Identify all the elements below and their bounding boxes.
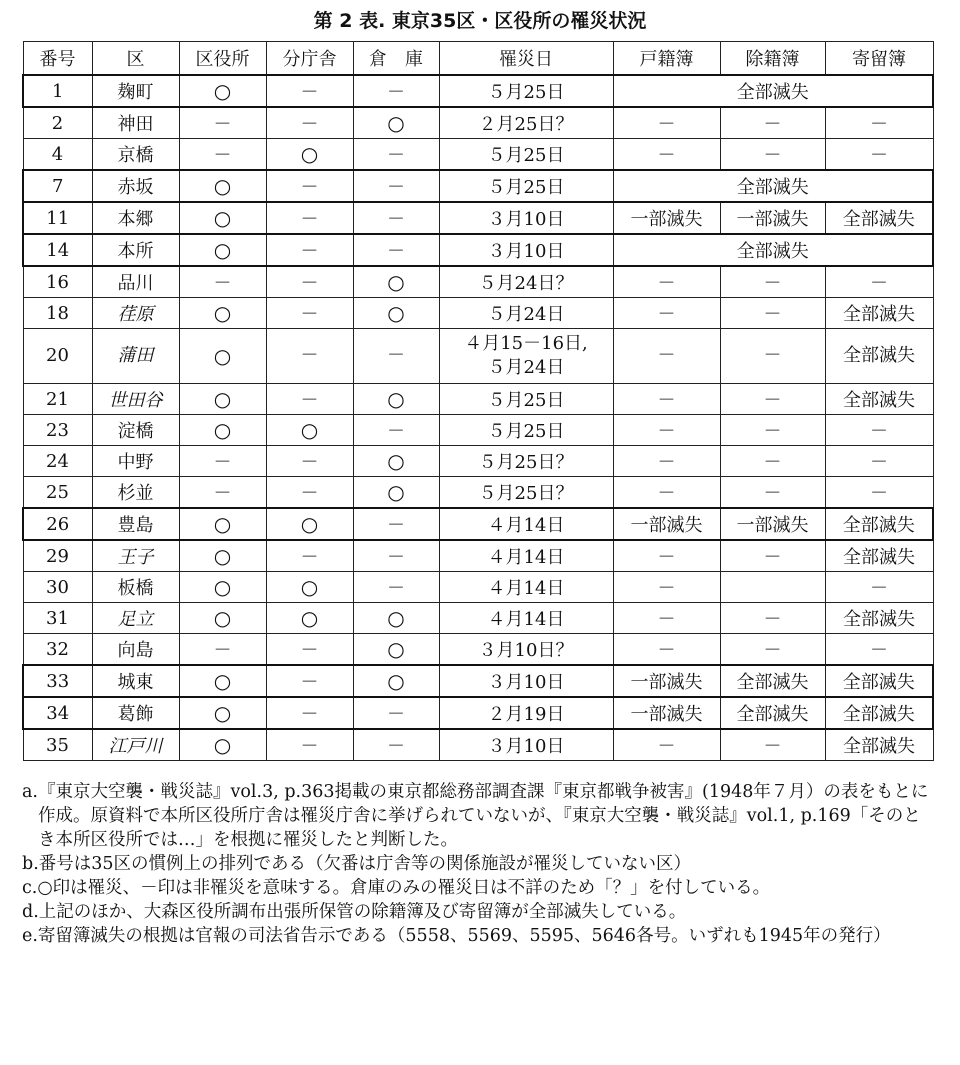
cell-koseki: － [613, 298, 720, 329]
cell-joseki: － [720, 446, 825, 477]
cell-ward: 足立 [92, 603, 179, 634]
table-row [23, 415, 933, 446]
cell-date: ４月14日 [439, 508, 613, 540]
header-ward: 区 [92, 42, 179, 76]
cell-number: 4 [23, 139, 92, 171]
cell-storage: － [353, 729, 439, 761]
cell-kiryu: 全部滅失 [825, 665, 933, 697]
table-row [23, 266, 933, 298]
cell-branch: － [266, 729, 353, 761]
table-row [23, 329, 933, 384]
cell-storage: ○ [353, 266, 439, 298]
cell-number: 1 [23, 75, 92, 107]
table-row [23, 384, 933, 415]
footnote-text: ○印は罹災、－印は非罹災を意味する。倉庫のみの罹災日は不詳のため「？」を付している。 [37, 878, 771, 898]
cell-storage: － [353, 202, 439, 234]
cell-office: ○ [179, 540, 266, 572]
footnote-label: a. [22, 782, 38, 802]
header-row [23, 42, 933, 76]
cell-number: 18 [23, 298, 92, 329]
cell-joseki: － [720, 729, 825, 761]
cell-joseki [720, 572, 825, 603]
cell-ward: 荏原 [92, 298, 179, 329]
cell-joseki: － [720, 634, 825, 666]
cell-number: 31 [23, 603, 92, 634]
cell-ward: 向島 [92, 634, 179, 666]
table-row [23, 603, 933, 634]
cell-koseki: 一部滅失 [613, 508, 720, 540]
cell-office: ○ [179, 665, 266, 697]
cell-branch: － [266, 446, 353, 477]
cell-date: ５月25日 [439, 75, 613, 107]
cell-koseki: － [613, 477, 720, 509]
table-row [23, 107, 933, 139]
cell-joseki: 全部滅失 [720, 697, 825, 729]
cell-ward: 中野 [92, 446, 179, 477]
cell-joseki: 全部滅失 [720, 665, 825, 697]
cell-office: － [179, 139, 266, 171]
cell-storage: ○ [353, 446, 439, 477]
table-row [23, 298, 933, 329]
cell-number: 30 [23, 572, 92, 603]
table-row [23, 139, 933, 171]
table-row [23, 234, 933, 266]
cell-number: 24 [23, 446, 92, 477]
cell-number: 2 [23, 107, 92, 139]
cell-joseki: － [720, 298, 825, 329]
cell-storage: ○ [353, 298, 439, 329]
cell-number: 23 [23, 415, 92, 446]
cell-number: 25 [23, 477, 92, 509]
cell-storage: － [353, 329, 439, 384]
cell-joseki: － [720, 107, 825, 139]
cell-koseki: － [613, 634, 720, 666]
cell-branch: － [266, 697, 353, 729]
cell-number: 34 [23, 697, 92, 729]
cell-number: 32 [23, 634, 92, 666]
cell-koseki: － [613, 384, 720, 415]
cell-joseki: － [720, 384, 825, 415]
cell-storage: ○ [353, 107, 439, 139]
cell-ward: 本郷 [92, 202, 179, 234]
cell-kiryu: 全部滅失 [825, 729, 933, 761]
cell-date: ５月25日 [439, 139, 613, 171]
cell-koseki: － [613, 329, 720, 384]
cell-koseki: － [613, 729, 720, 761]
cell-number: 11 [23, 202, 92, 234]
cell-office: ○ [179, 572, 266, 603]
cell-joseki: 一部滅失 [720, 202, 825, 234]
cell-number: 33 [23, 665, 92, 697]
cell-branch: － [266, 75, 353, 107]
cell-date: ３月10日 [439, 234, 613, 266]
cell-branch: － [266, 234, 353, 266]
cell-branch: － [266, 107, 353, 139]
footnote-a [22, 780, 938, 852]
cell-kiryu: － [825, 266, 933, 298]
table-row [23, 572, 933, 603]
cell-koseki: － [613, 266, 720, 298]
table-row [23, 202, 933, 234]
cell-branch: － [266, 298, 353, 329]
cell-kiryu: － [825, 634, 933, 666]
cell-storage: － [353, 75, 439, 107]
cell-date: ５月25日 [439, 415, 613, 446]
cell-date: ４月14日 [439, 572, 613, 603]
cell-joseki: 一部滅失 [720, 508, 825, 540]
cell-number: 21 [23, 384, 92, 415]
cell-kiryu: 全部滅失 [825, 329, 933, 384]
footnote-text: 番号は35区の慣例上の排列である（欠番は庁舎等の関係施設が罹災していない区） [38, 854, 692, 874]
cell-kiryu: 全部滅失 [825, 508, 933, 540]
cell-ward: 品川 [92, 266, 179, 298]
footnote-label: b. [22, 854, 39, 874]
cell-branch: ○ [266, 572, 353, 603]
cell-office: ○ [179, 384, 266, 415]
cell-branch: － [266, 329, 353, 384]
cell-storage: － [353, 540, 439, 572]
cell-date: ５月24日 [439, 298, 613, 329]
cell-koseki: － [613, 139, 720, 171]
cell-date-line2: ５月24日 [487, 357, 565, 378]
cell-storage: － [353, 139, 439, 171]
cell-koseki: － [613, 540, 720, 572]
table-title: 第 2 表. 東京35区・区役所の罹災状況 [313, 10, 647, 32]
footnote-label: e. [22, 926, 38, 946]
cell-branch: ○ [266, 603, 353, 634]
cell-number: 26 [23, 508, 92, 540]
cell-office: ○ [179, 170, 266, 202]
header-family-register: 戸籍簿 [613, 42, 720, 76]
header-storage: 倉 庫 [353, 42, 439, 76]
cell-joseki: － [720, 266, 825, 298]
footnote-c [22, 876, 938, 900]
cell-storage: ○ [353, 384, 439, 415]
cell-branch: ○ [266, 508, 353, 540]
cell-office: － [179, 446, 266, 477]
footnote-d [22, 900, 938, 924]
cell-branch: － [266, 665, 353, 697]
cell-storage: － [353, 572, 439, 603]
cell-date: ３月10日 [439, 729, 613, 761]
cell-koseki: － [613, 415, 720, 446]
cell-kiryu: － [825, 415, 933, 446]
cell-number: 14 [23, 234, 92, 266]
cell-office: ○ [179, 298, 266, 329]
cell-branch: － [266, 170, 353, 202]
cell-office: ○ [179, 415, 266, 446]
footnote-e [22, 924, 938, 948]
cell-ward: 葛飾 [92, 697, 179, 729]
cell-date: ５月25日？ [439, 446, 613, 477]
cell-office: ○ [179, 75, 266, 107]
cell-koseki: － [613, 107, 720, 139]
cell-kiryu: 全部滅失 [825, 540, 933, 572]
cell-branch: － [266, 540, 353, 572]
cell-koseki: 一部滅失 [613, 697, 720, 729]
cell-office: － [179, 634, 266, 666]
table-row [23, 697, 933, 729]
cell-kiryu: 全部滅失 [825, 202, 933, 234]
cell-date: ３月10日 [439, 665, 613, 697]
cell-ward: 京橋 [92, 139, 179, 171]
cell-storage: － [353, 415, 439, 446]
cell-office: ○ [179, 729, 266, 761]
header-branch-office: 分庁舎 [266, 42, 353, 76]
cell-koseki: － [613, 446, 720, 477]
cell-office: ○ [179, 234, 266, 266]
cell-office: ○ [179, 697, 266, 729]
table-row [23, 75, 933, 107]
cell-storage: ○ [353, 634, 439, 666]
footnote-label: d. [22, 902, 39, 922]
cell-date: ２月19日 [439, 697, 613, 729]
footnote-text: 寄留簿滅失の根拠は官報の司法省告示である（5558、5569、5595、5646各号。いずれも1945年の発行） [37, 926, 891, 946]
footnote-text: 『東京大空襲・戦災誌』vol.3, p.363掲載の東京都総務部調査課『東京都戦争被害』(1948年７月）の表をもとに作成。原資料で本所区役所庁舎は罹災庁舎に挙げられていないが、『東京大空襲・戦災誌』vol.1, p.169「そのとき本所区役所では…」を根拠に罹災したと判断した。 [38, 782, 929, 850]
table-row [23, 477, 933, 509]
cell-date: ５月25日 [439, 170, 613, 202]
cell-storage: ○ [353, 477, 439, 509]
cell-ward: 蒲田 [92, 329, 179, 384]
cell-kiryu: － [825, 139, 933, 171]
footnote-b [22, 852, 938, 876]
cell-joseki: － [720, 329, 825, 384]
cell-registers-merged: 全部滅失 [613, 234, 933, 266]
cell-branch: － [266, 634, 353, 666]
cell-date: ５月24日？ [439, 266, 613, 298]
cell-number: 16 [23, 266, 92, 298]
cell-date: ３月10日？ [439, 634, 613, 666]
cell-storage: － [353, 170, 439, 202]
table-row [23, 508, 933, 540]
cell-office: ○ [179, 202, 266, 234]
cell-storage: － [353, 234, 439, 266]
cell-number: 29 [23, 540, 92, 572]
cell-office: － [179, 107, 266, 139]
footnote-label: c. [22, 878, 38, 898]
cell-branch: － [266, 384, 353, 415]
cell-ward: 板橋 [92, 572, 179, 603]
header-number: 番号 [23, 42, 92, 76]
table-row [23, 729, 933, 761]
cell-koseki: 一部滅失 [613, 665, 720, 697]
cell-ward: 城東 [92, 665, 179, 697]
cell-office: ○ [179, 508, 266, 540]
cell-kiryu: － [825, 446, 933, 477]
header-removed-register: 除籍簿 [720, 42, 825, 76]
cell-koseki: 一部滅失 [613, 202, 720, 234]
cell-joseki: － [720, 603, 825, 634]
cell-ward: 神田 [92, 107, 179, 139]
cell-ward: 淀橋 [92, 415, 179, 446]
cell-date: ３月10日 [439, 202, 613, 234]
cell-registers-merged: 全部滅失 [613, 170, 933, 202]
footnote-text: 上記のほか、大森区役所調布出張所保管の除籍簿及び寄留簿が全部滅失している。 [38, 902, 687, 922]
cell-kiryu: － [825, 572, 933, 603]
header-damage-date: 罹災日 [439, 42, 613, 76]
cell-office: － [179, 477, 266, 509]
table-row [23, 446, 933, 477]
cell-ward: 江戸川 [92, 729, 179, 761]
cell-ward: 豊島 [92, 508, 179, 540]
header-residence-register: 寄留簿 [825, 42, 933, 76]
cell-storage: － [353, 697, 439, 729]
cell-office: ○ [179, 603, 266, 634]
cell-joseki: － [720, 540, 825, 572]
damage-table [22, 41, 934, 761]
cell-number: 35 [23, 729, 92, 761]
cell-branch: － [266, 202, 353, 234]
cell-ward: 王子 [92, 540, 179, 572]
cell-kiryu: － [825, 107, 933, 139]
cell-kiryu: 全部滅失 [825, 603, 933, 634]
cell-branch: － [266, 266, 353, 298]
cell-storage: － [353, 508, 439, 540]
cell-date: ５月25日 [439, 384, 613, 415]
cell-ward: 杉並 [92, 477, 179, 509]
cell-ward: 赤坂 [92, 170, 179, 202]
cell-ward: 世田谷 [92, 384, 179, 415]
cell-kiryu: 全部滅失 [825, 697, 933, 729]
cell-date: ５月25日？ [439, 477, 613, 509]
cell-date [439, 329, 613, 384]
cell-registers-merged: 全部滅失 [613, 75, 933, 107]
cell-branch: ○ [266, 139, 353, 171]
table-row [23, 170, 933, 202]
cell-ward: 麹町 [92, 75, 179, 107]
cell-joseki: － [720, 477, 825, 509]
cell-kiryu: 全部滅失 [825, 384, 933, 415]
cell-joseki: － [720, 139, 825, 171]
cell-joseki: － [720, 415, 825, 446]
cell-office: － [179, 266, 266, 298]
cell-date: ４月14日 [439, 603, 613, 634]
cell-branch: ○ [266, 415, 353, 446]
header-ward-office: 区役所 [179, 42, 266, 76]
cell-number: 20 [23, 329, 92, 384]
footnotes [22, 780, 938, 948]
cell-storage: ○ [353, 603, 439, 634]
cell-kiryu: － [825, 477, 933, 509]
cell-storage: ○ [353, 665, 439, 697]
cell-date-line1: ４月15－16日, [464, 333, 588, 354]
cell-kiryu: 全部滅失 [825, 298, 933, 329]
cell-date: ４月14日 [439, 540, 613, 572]
table-row [23, 665, 933, 697]
table-row [23, 634, 933, 666]
cell-branch: － [266, 477, 353, 509]
cell-date: ２月25日？ [439, 107, 613, 139]
cell-ward: 本所 [92, 234, 179, 266]
cell-office: ○ [179, 329, 266, 384]
cell-koseki: － [613, 572, 720, 603]
cell-number: 7 [23, 170, 92, 202]
cell-koseki: － [613, 603, 720, 634]
table-row [23, 540, 933, 572]
